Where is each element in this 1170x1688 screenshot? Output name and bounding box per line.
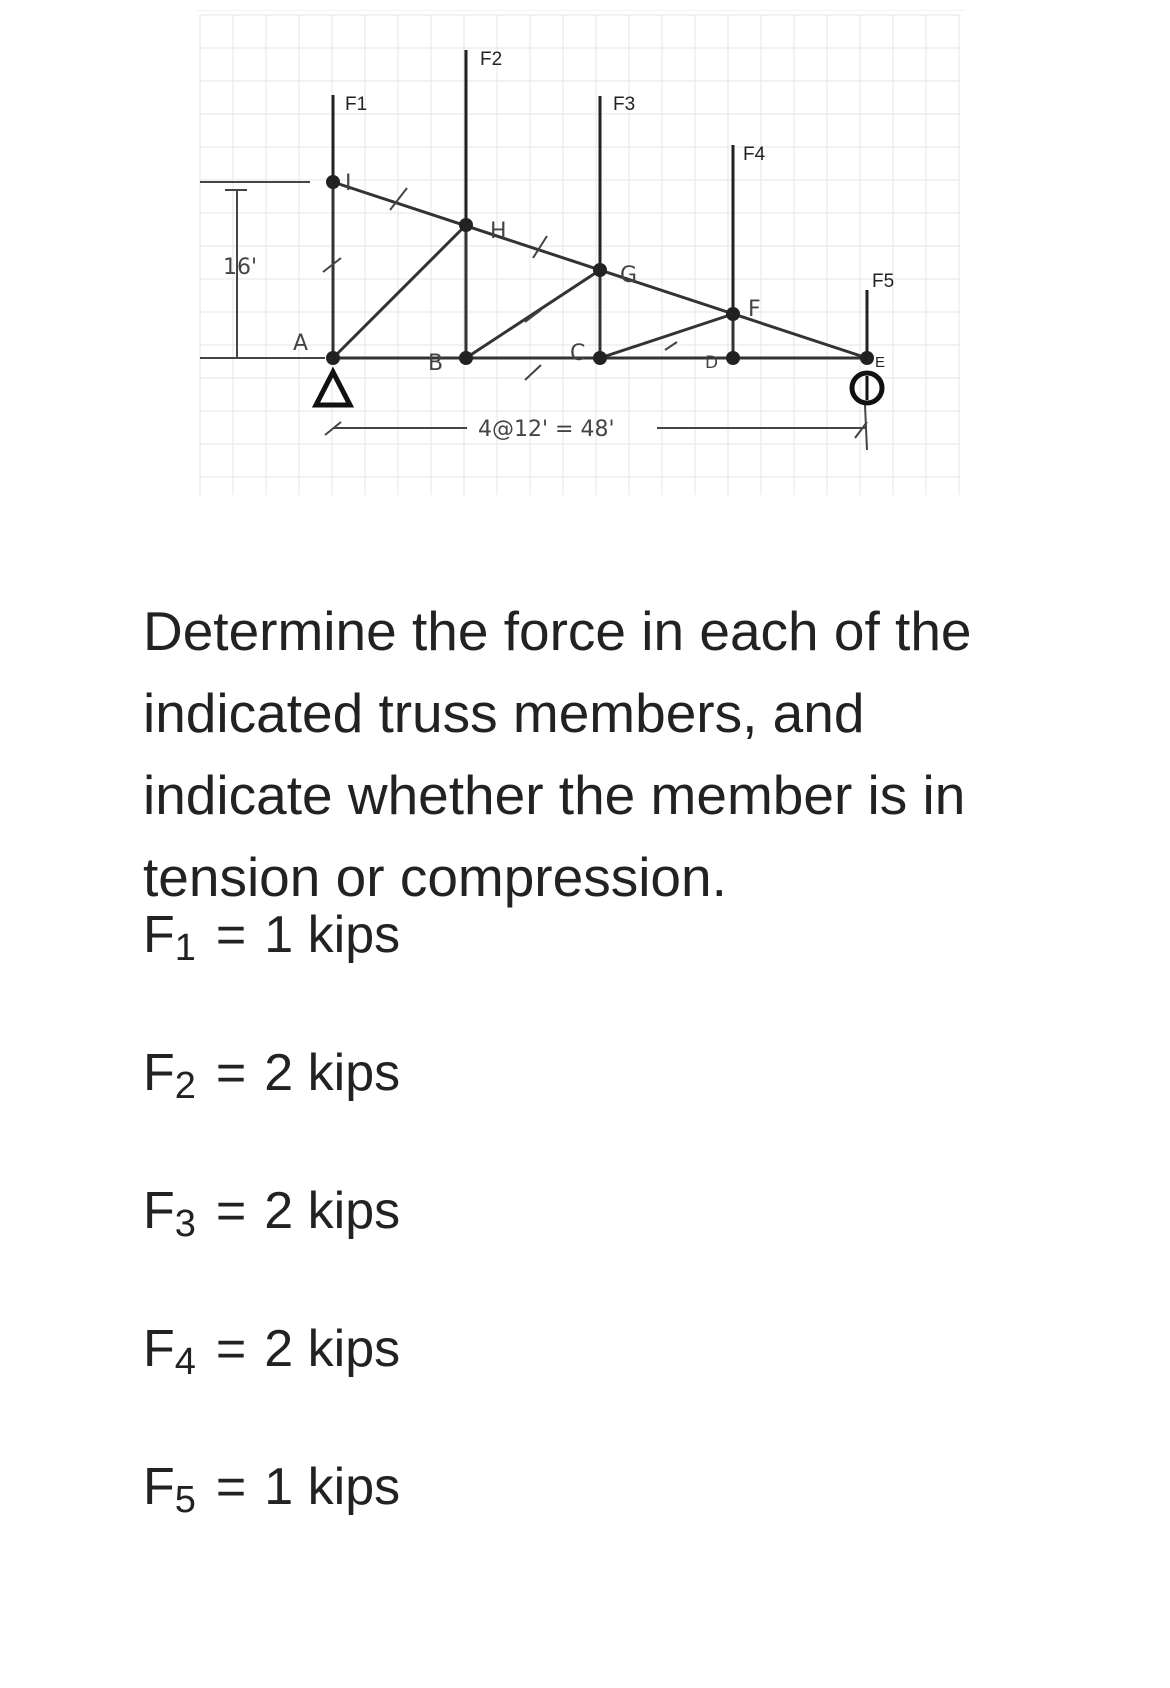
load-value: 1 kips — [264, 1458, 401, 1516]
joint-G — [593, 263, 607, 277]
load-equals: = — [215, 1320, 247, 1378]
load-value: 1 kips — [264, 906, 401, 964]
load-subscript: 2 — [174, 1065, 196, 1107]
height-dim-label: 16' — [223, 255, 258, 280]
load-equals: = — [215, 1044, 247, 1102]
truss-diagram — [195, 10, 965, 540]
force-label-F3: F3 — [613, 94, 636, 115]
member-CF — [600, 314, 733, 358]
joint-F — [726, 307, 740, 321]
load-equals: = — [215, 906, 247, 964]
problem-statement: Determine the force in each of the indicated truss members, and indicate whether the member is in tension or compression. — [143, 600, 972, 908]
load-F2 — [143, 1043, 401, 1107]
load-F4 — [143, 1319, 401, 1383]
member-AH — [333, 225, 466, 358]
joint-label-I: I — [345, 171, 352, 196]
load-F1 — [143, 905, 401, 969]
force-label-F5: F5 — [872, 271, 895, 292]
joint-D — [726, 351, 740, 365]
load-subscript: 4 — [174, 1341, 196, 1383]
joint-H — [459, 218, 473, 232]
force-label-F4: F4 — [743, 144, 766, 165]
load-value: 2 kips — [264, 1182, 401, 1240]
load-subscript: 5 — [174, 1479, 196, 1521]
joint-A — [326, 351, 340, 365]
load-F5 — [143, 1457, 401, 1521]
load-value: 2 kips — [264, 1320, 401, 1378]
load-symbol: F — [143, 1182, 175, 1240]
joint-label-F: F — [748, 297, 761, 322]
pin-support-icon — [316, 372, 350, 405]
load-F3 — [143, 1181, 401, 1245]
load-value: 2 kips — [264, 1044, 401, 1102]
joint-label-A: A — [293, 331, 309, 356]
load-symbol: F — [143, 1458, 175, 1516]
load-symbol: F — [143, 906, 175, 964]
joint-label-B: B — [428, 351, 444, 376]
load-subscript: 3 — [174, 1203, 196, 1245]
load-equals: = — [215, 1182, 247, 1240]
joint-B — [459, 351, 473, 365]
joint-label-E: E — [875, 354, 886, 371]
load-equals: = — [215, 1458, 247, 1516]
force-label-F2: F2 — [480, 49, 503, 70]
load-subscript: 1 — [174, 927, 196, 969]
span-dim-label: 4@12' = 48' — [478, 417, 615, 442]
force-label-F1: F1 — [345, 94, 368, 115]
joint-label-C: C — [570, 341, 586, 366]
truss-figure — [195, 10, 965, 540]
joint-E — [860, 351, 874, 365]
joint-label-D: D — [705, 353, 719, 373]
joint-label-H: H — [490, 219, 507, 244]
joint-label-G: G — [620, 263, 638, 288]
joint-C — [593, 351, 607, 365]
load-symbol: F — [143, 1044, 175, 1102]
load-symbol: F — [143, 1320, 175, 1378]
joint-I — [326, 175, 340, 189]
